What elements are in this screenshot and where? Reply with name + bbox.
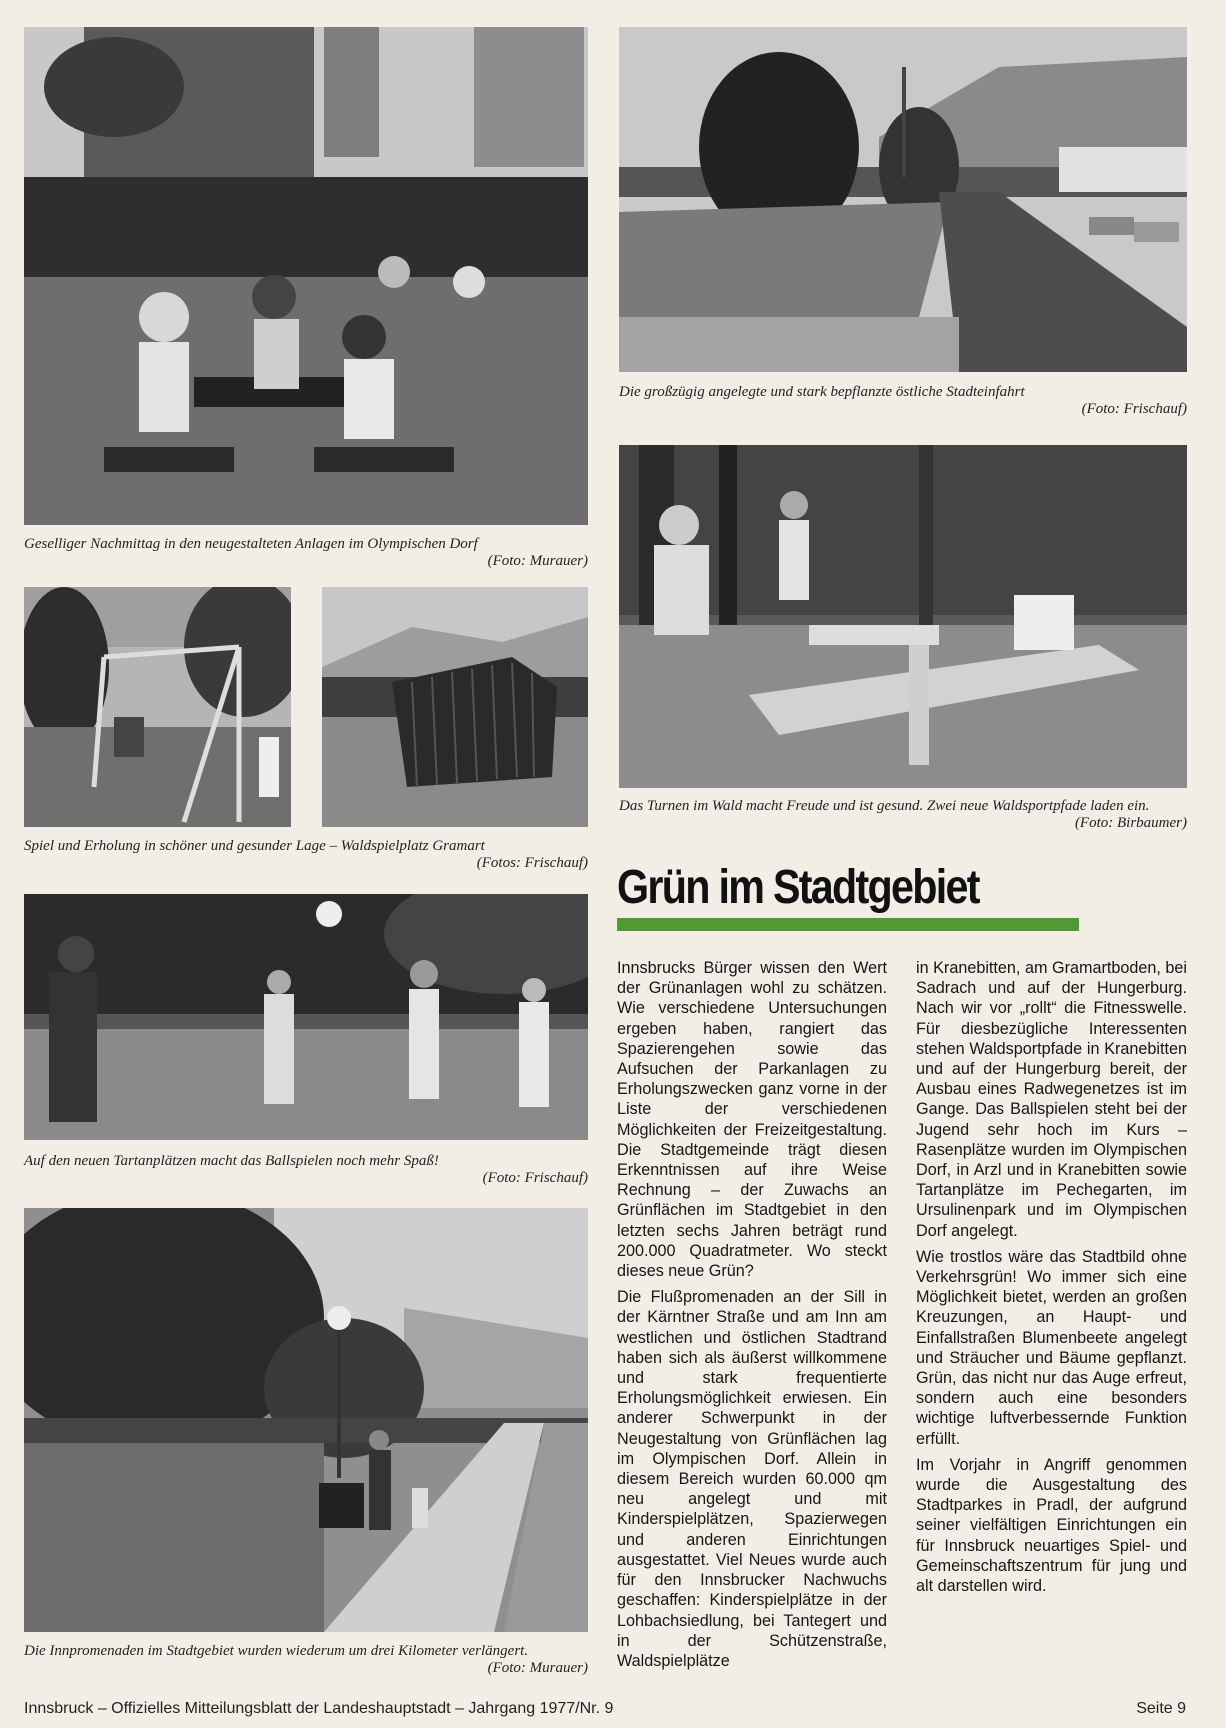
caption-playground-credit: (Fotos: Frischauf) (476, 855, 588, 871)
caption-playground (24, 838, 588, 872)
caption-promenade-text: Die Innpromenaden im Stadtgebiet wurden wiederum um drei Kilometer verlängert. (24, 1643, 529, 1659)
caption-playground-text: Spiel und Erholung in schöner und gesunder Lage – Waldspielplatz Gramart (24, 838, 485, 854)
column1-paragraph-1: Innsbrucks Bürger wissen den Wert der Grünanlagen wohl zu schätzen. Wie verschiedene Untersuchungen ergeben haben, rangiert das Spazierengehen sowie das Aufsuchen der Parkanlagen zu Erholungszwecken ganz vorne in der Liste der verschiedenen Möglichkeiten der Freizeitgestaltung. Die Stadtgemeinde trägt diesen Erkenntnissen auf ihre Weise Rechnung – der Zuwachs an Grünflächen im Stadtgebiet in den letzten sechs Jahren beträgt rund 200.000 Quadratmeter. Wo steckt dieses neue Grün? (617, 959, 887, 1281)
caption-tartan-text: Auf den neuen Tartanplätzen macht das Ballspielen noch mehr Spaß! (24, 1153, 439, 1169)
caption-tartan (24, 1153, 588, 1187)
caption-forest-credit: (Foto: Birbaumer) (1074, 815, 1187, 831)
caption-promenade-credit: (Foto: Murauer) (487, 1660, 588, 1676)
footer-publication: Innsbruck – Offizielles Mitteilungsblatt der Landeshauptstadt – Jahrgang 1977/Nr. 9 (24, 1700, 614, 1717)
caption-olympic-village (24, 536, 588, 570)
photo-forest-exercise (619, 445, 1187, 788)
headline-accent-bar (617, 918, 1079, 931)
caption-forest-text: Das Turnen im Wald macht Freude und ist gesund. Zwei neue Waldsportpfade laden ein. (619, 798, 1150, 814)
caption-tartan-credit: (Foto: Frischauf) (482, 1170, 588, 1186)
caption-promenade (24, 1643, 588, 1677)
column2-paragraph-2: Wie trostlos wäre das Stadtbild ohne Verkehrsgrün! Wo immer sich eine Möglichkeit bietet, werden an großen Kreuzungen, an Haupt- und Einfallstraßen Blumenbeete angelegt und Sträucher und Bäume gepflanzt. Grün, das nicht nur das Auge erfreut, sondern auch eine besonders wichtige luftverbessernde Funktion erfüllt. (916, 1247, 1187, 1448)
caption-entrance-credit: (Foto: Frischauf) (1081, 401, 1187, 417)
caption-entrance-text: Die großzügig angelegte und stark bepflanzte östliche Stadteinfahrt (619, 384, 1025, 400)
column1-paragraph-2: Die Flußpromenaden an der Sill in der Kärntner Straße und am Inn am westlichen und östlichen Stadtrand haben sich als äußerst willkommene und stark frequentierte Erholungsmöglichkeit erwiesen. Ein anderer Schwerpunkt in der Neugestaltung von Grünflächen lag im Olympischen Dorf. Allein in diesem Bereich wurden 60.000 qm neu angelegt und mit Kinderspielplätzen, Spazierwegen und anderen Einrichtungen ausgestattet. Viel Neues wurde auch für den Innsbrucker Nachwuchs geschaffen: Kinderspielplätze in der Lohbachsiedlung, bei Tantegert und in der Schützenstraße, Waldspielplätze (617, 1288, 887, 1670)
caption-olympic-text: Geselliger Nachmittag in den neugestalteten Anlagen im Olympischen Dorf (24, 536, 478, 552)
column2-paragraph-1: in Kranebitten, am Gramartboden, bei Sadrach und auf der Hungerburg. Nach wir vor „rollt“ die Fitnesswelle. Für diesbezügliche Interessenten stehen Waldsportpfade in Kranebitten und auf der Hungerburg bereit, der Ausbau eines Radwegenetzes ist im Gange. Das Ballspielen steht bei der Jugend sehr hoch im Kurs – Rasenplätze wurden im Olympischen Dorf, in Arzl und in Kranebitten sowie Tartanplätze im Pechegarten, im Ursulinenpark und im Olympischen Dorf angelegt. (916, 959, 1187, 1240)
caption-forest-exercise (619, 798, 1187, 832)
photo-olympic-village-picnic (24, 27, 588, 525)
footer-page-number: Seite 9 (1136, 1700, 1186, 1717)
caption-city-entrance (619, 384, 1187, 418)
photo-swing-playground (24, 587, 291, 827)
column2-paragraph-3: Im Vorjahr in Angriff genommen wurde die Ausgestaltung des Stadtparkes in Pradl, der aufgrund seiner vielfältigen Einrichtungen ein für Innsbruck neuartiges Spiel- und Gemeinschaftszentrum für jung und alt darstellen wird. (916, 1455, 1187, 1596)
article-column-2 (916, 958, 1187, 1602)
photo-tartan-ballfield (24, 894, 588, 1140)
photo-log-fort (322, 587, 588, 827)
caption-olympic-credit: (Foto: Murauer) (487, 553, 588, 569)
photo-inn-promenade (24, 1208, 588, 1632)
article-headline: Grün im Stadtgebiet (617, 861, 979, 914)
photo-eastern-city-entrance (619, 27, 1187, 372)
article-column-1 (617, 958, 887, 1677)
